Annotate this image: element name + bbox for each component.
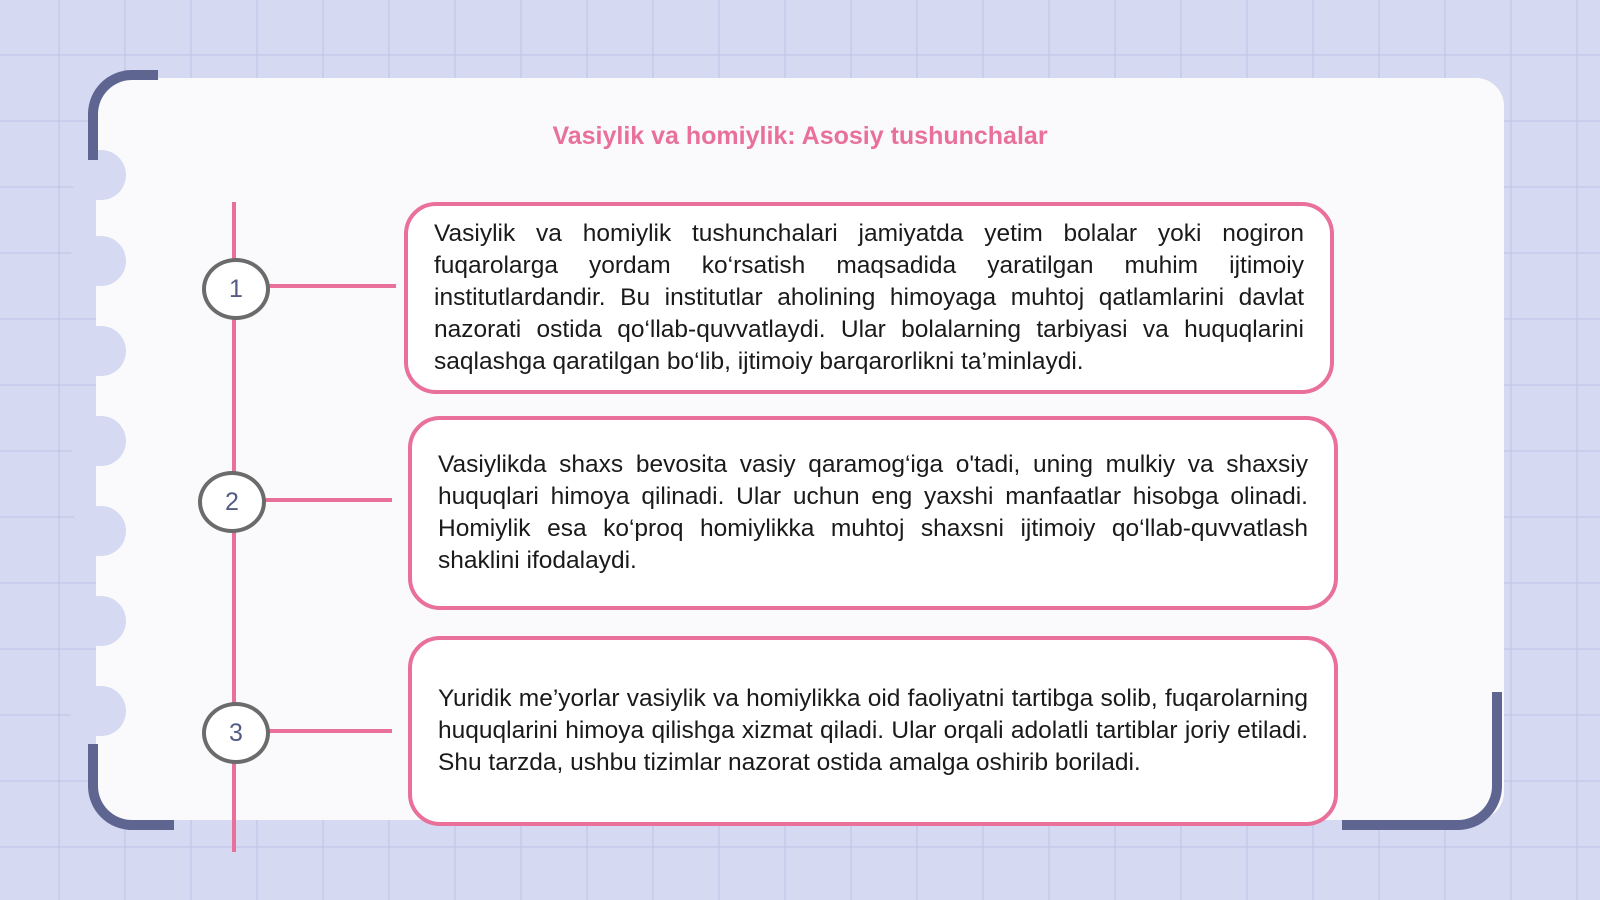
step-number-2: 2 (198, 471, 266, 533)
paper-notch (70, 326, 126, 376)
card-text: Yuridik me’yorlar vasiylik va homiylikka oid faoliyatni tartibga solib, fuqarolarning huquqlarini himoya qilishga xizmat qiladi. Ular orqali adolatli tartiblar joriy etiladi. Shu tarzda, ushbu tizimlar nazorat ostida amalga oshirib boriladi. (438, 685, 1308, 776)
timeline-connector (260, 498, 392, 502)
paper-notch (70, 596, 126, 646)
step-number-3: 3 (202, 702, 270, 764)
info-card-1 (404, 202, 1334, 394)
info-card-3 (408, 636, 1338, 826)
timeline-connector (264, 729, 392, 733)
paper-notch (70, 236, 126, 286)
paper-notch (70, 506, 126, 556)
timeline-connector (264, 284, 396, 288)
info-card-2 (408, 416, 1338, 610)
paper-notch (70, 686, 126, 736)
card-text: Vasiylik va homiylik tushunchalari jamiyatda yetim bolalar yoki nogiron fuqarolarga yordam ko‘rsatish maqsadida yaratilgan muhim ijtimoiy institutlardandir. Bu institutlar aholining himoyaga muhtoj qatlamlarini davlat nazorati ostida qo‘llab-quvvatlaydi. Ular bolalarning tarbiyasi va huquqlarini saqlashga qaratilgan bo‘lib, ijtimoiy barqarorlikni ta’minlaydi. (434, 220, 1304, 375)
corner-bracket-bottom-right (1342, 692, 1502, 830)
card-text: Vasiylikda shaxs bevosita vasiy qaramog‘iga o'tadi, uning mulkiy va shaxsiy huquqlari himoya qilinadi. Ular uchun eng yaxshi manfaatlar hisobga olinadi. Homiylik esa ko‘proq homiylikka muhtoj shaxsni ijtimoiy qo‘llab-quvvatlash shaklini ifodalaydi. (438, 451, 1308, 574)
corner-bracket-bottom-left (88, 744, 174, 830)
step-number-1: 1 (202, 258, 270, 320)
paper-notch (70, 416, 126, 466)
slide-title: Vasiylik va homiylik: Asosiy tushunchalar (552, 122, 1048, 150)
